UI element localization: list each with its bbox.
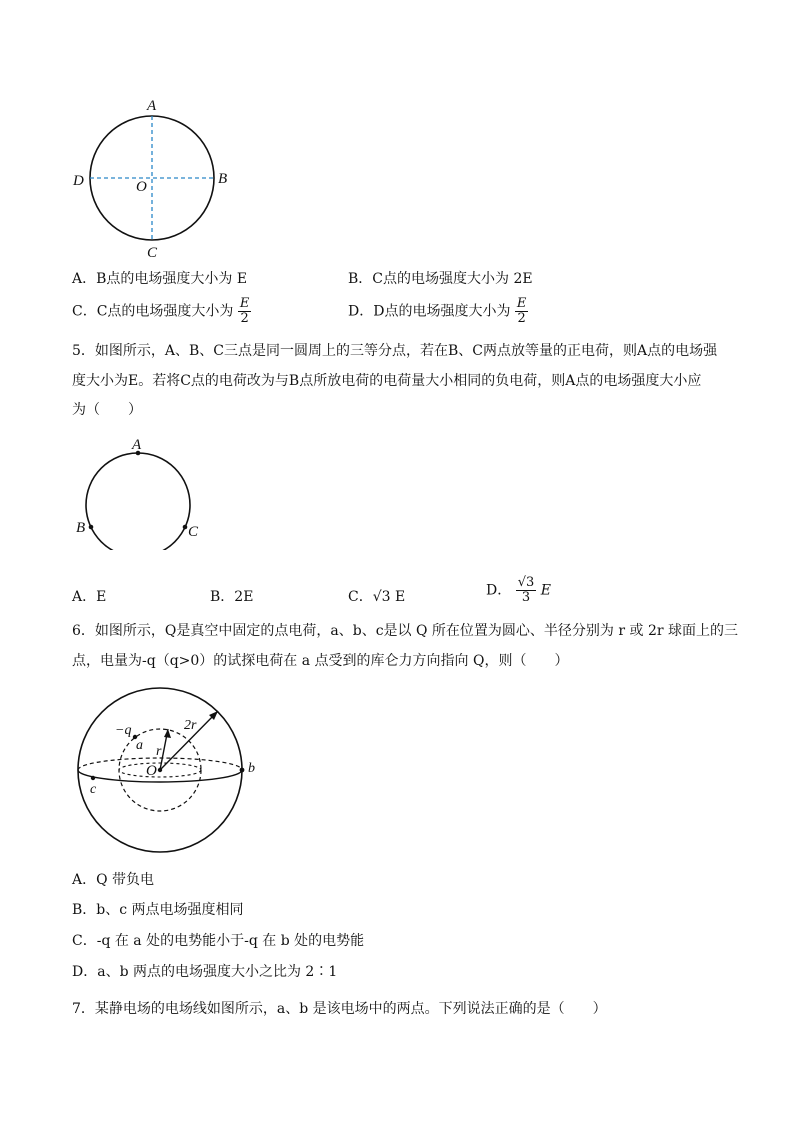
q5-option-d-label: D． (486, 582, 512, 599)
q5-line1: 5．如图所示，A、B、C三点是同一圆周上的三等分点，若在B、C两点放等量的正电荷，则A点的电场强 (72, 343, 718, 359)
label-neg-q: −q (115, 723, 132, 738)
q4-option-d-fraction: $\frac{E}{2}$ (516, 296, 527, 326)
q6-line2: 点，电量为-q（q>0）的试探电荷在 a 点受到的库仑力方向指向 Q，则（ ） (72, 653, 569, 669)
q5-line3: 为（ ） (72, 402, 142, 418)
point-o (158, 768, 162, 772)
q5-option-a[interactable]: A．E (72, 589, 107, 605)
q4-option-d[interactable] (348, 297, 528, 326)
point-c (91, 776, 95, 780)
circle (86, 453, 190, 550)
q4-option-b[interactable]: B．C点的电场强度大小为 2E (348, 271, 533, 287)
label-c: C (188, 524, 199, 540)
figure-spheres (68, 685, 268, 857)
q4-option-c-text: C．C点的电场强度大小为 (72, 303, 234, 320)
point-b (240, 768, 245, 773)
label-a: A (147, 98, 157, 114)
q6-line1: 6．如图所示，Q是真空中固定的点电荷，a、b、c是以 Q 所在位置为圆心、半径分别为 r 或 2r 球面上的三 (72, 623, 739, 639)
label-o: O (136, 179, 147, 195)
q5-option-c[interactable]: C．√3 E (348, 589, 406, 605)
q6-option-a[interactable]: A．Q 带负电 (72, 872, 155, 888)
q6-option-b[interactable]: B．b、c 两点电场强度相同 (72, 902, 244, 918)
q6-option-c[interactable]: C．-q 在 a 处的电势能小于-q 在 b 处的电势能 (72, 933, 365, 949)
label-b: B (218, 171, 228, 187)
label-2r: 2r (184, 718, 197, 733)
label-o: O (146, 763, 157, 779)
q4-option-a[interactable]: A．B点的电场强度大小为 E (72, 271, 248, 287)
q4-option-c[interactable] (72, 297, 251, 326)
label-a: a (136, 738, 143, 753)
figure-circle-abc (68, 435, 218, 550)
q7-line1: 7．某静电场的电场线如图所示，a、b 是该电场中的两点。下列说法正确的是（ ） (72, 1001, 607, 1017)
q5-option-d-fraction: $\frac{√3}{3}$ (517, 575, 535, 605)
label-a: A (132, 437, 142, 453)
label-d: D (73, 173, 84, 189)
q5-line2: 度大小为E。若将C点的电荷改为与B点所放电荷的电荷量大小相同的负电荷，则A点的电场强度大小应 (72, 373, 702, 389)
point-c (183, 525, 188, 530)
q5-option-b[interactable]: B．2E (210, 589, 254, 605)
q5-option-d[interactable] (486, 576, 551, 605)
q4-option-d-text: D．D点的电场强度大小为 (348, 303, 511, 320)
label-c: C (147, 245, 158, 261)
figure-circle-abcd (60, 92, 240, 262)
q4-option-c-fraction: $\frac{E}{2}$ (239, 296, 250, 326)
label-c: c (90, 782, 97, 797)
q5-option-d-e: E (540, 582, 551, 599)
q6-option-d[interactable]: D．a、b 两点的电场强度大小之比为 2∶1 (72, 964, 338, 980)
label-r: r (156, 744, 162, 759)
label-b: b (248, 761, 255, 776)
point-b (89, 525, 94, 530)
label-b: B (76, 520, 86, 536)
